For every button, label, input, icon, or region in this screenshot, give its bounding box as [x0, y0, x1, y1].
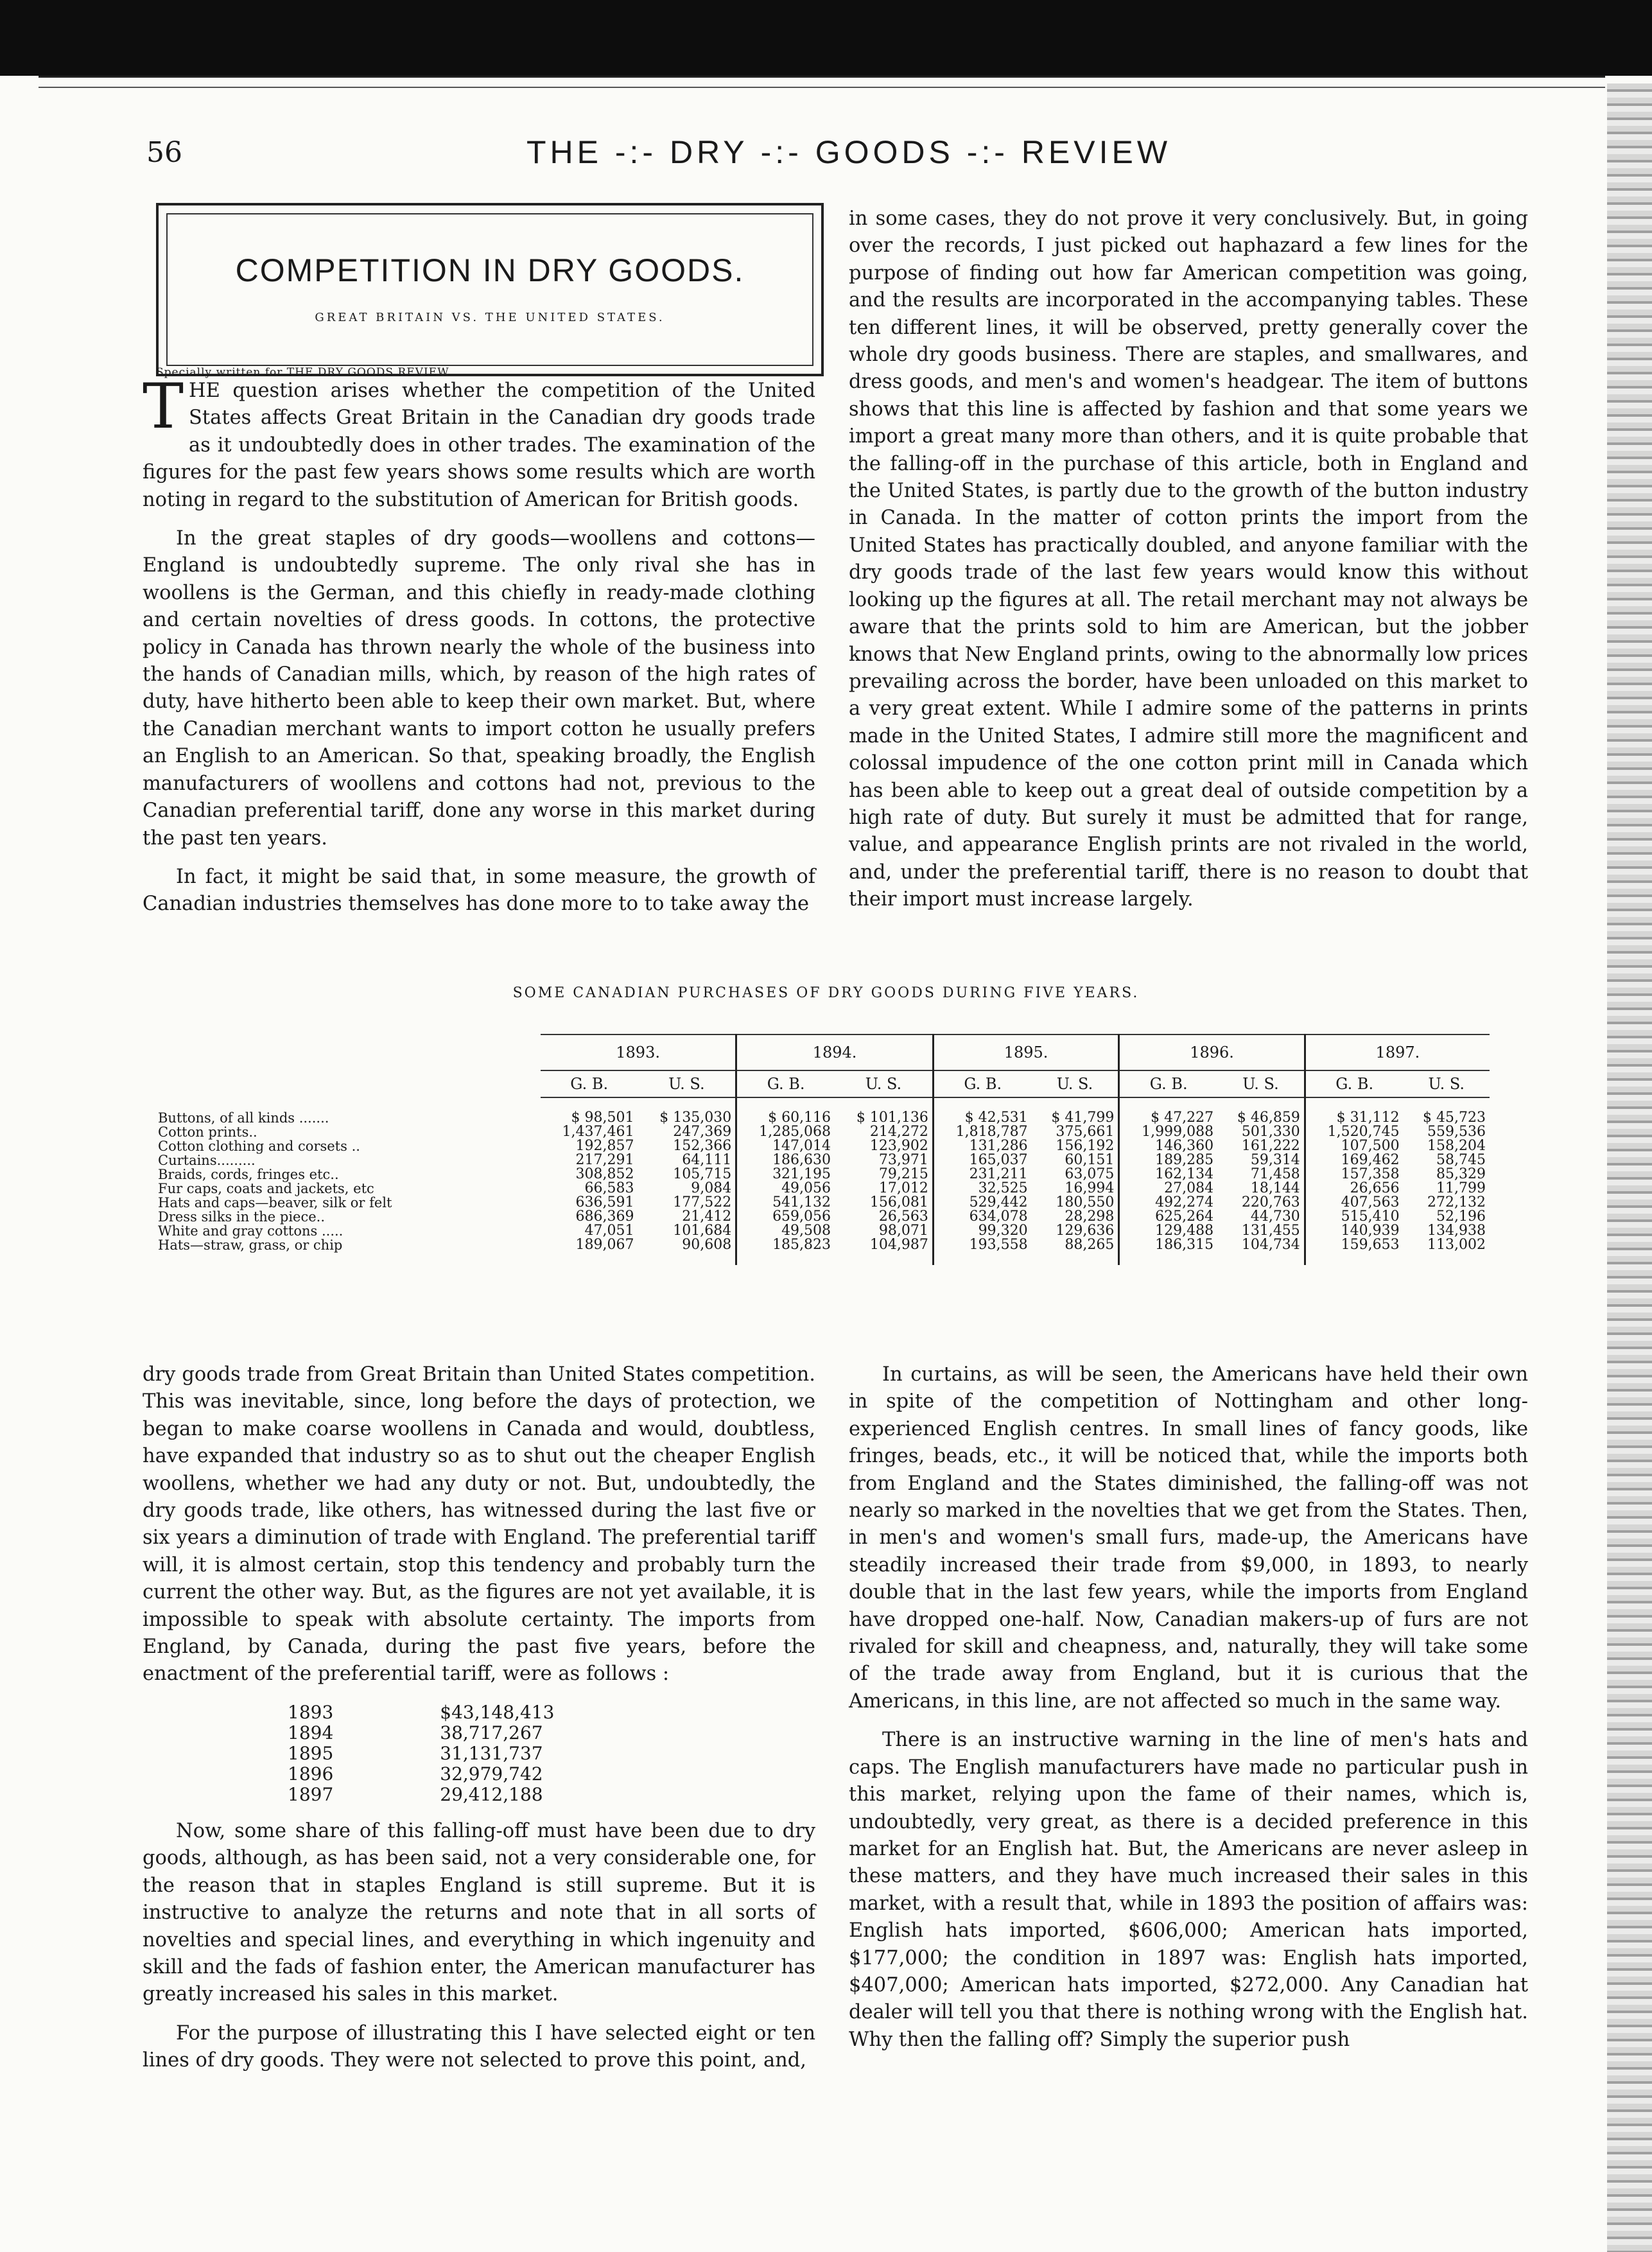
- cell: 186,630: [736, 1153, 835, 1167]
- table-row: [154, 1125, 1490, 1139]
- cell: 131,286: [933, 1139, 1031, 1153]
- cell: 147,014: [736, 1139, 835, 1153]
- cell: 407,563: [1305, 1196, 1403, 1210]
- cell: 47,051: [584, 1223, 634, 1239]
- paragraph: In the great staples of dry goods—woollens and cottons—England is undoubtedly supreme. The only rival she has in woollens is the German, and this chiefly in ready-made clothing and certain novelties of dress goods. In cottons, the protective policy in Canada has thrown nearly the whole of the business into the hands of Canadian mills, which, by reason of the high rates of duty, have hitherto been able to keep their own market. But, where the Canadian merchant wants to import cotton he usually prefers an English to an American. So that, speaking broadly, the English manufacturers of woollens and cottons had not, previous to the Canadian preferential tariff, done any worse in this market during the past ten years.: [143, 527, 815, 850]
- row-label: Buttons, of all kinds .......: [158, 1110, 329, 1126]
- year-header: 1895.: [933, 1034, 1118, 1070]
- cell: 156,081: [869, 1194, 928, 1210]
- gb-header: G. B.: [541, 1070, 638, 1097]
- cell: 321,195: [736, 1167, 835, 1182]
- table-row: [154, 1224, 1490, 1238]
- cell: 159,653: [1305, 1238, 1403, 1265]
- cell: $ 45,723: [1423, 1110, 1486, 1126]
- cell: 104,987: [869, 1237, 928, 1253]
- cell: 308,852: [575, 1166, 634, 1182]
- cell: 49,508: [736, 1224, 835, 1238]
- cell: 79,215: [878, 1166, 928, 1182]
- year: 1893: [288, 1701, 334, 1723]
- cell: $ 101,136: [856, 1110, 928, 1126]
- cell: 157,358: [1305, 1167, 1403, 1182]
- cell: 140,939: [1305, 1224, 1403, 1238]
- cell: 214,272: [869, 1124, 928, 1140]
- cell: 247,369: [673, 1124, 732, 1140]
- amount: 38,717,267: [440, 1722, 543, 1743]
- cell: 193,558: [933, 1238, 1031, 1265]
- cell: 85,329: [1436, 1166, 1486, 1182]
- paragraph: In curtains, as will be seen, the Americans have held their own in spite of the competition of Nottingham and other long-experienced English centres. In small lines of fancy goods, like fringes, beads, etc., it will be noticed that, while the imports both from England and the States diminished, the falling-off was not nearly so marked in the novelties that we get from the States. Then, in men's and women's small furs, made-up, the Americans have steadily increased their trade from $9,000, in 1893, to nearly double that in the last few years, while the imports from England have dropped one-half. Now, Canadian makers-up of furs are not rivaled for skill and cheapness, and, naturally, they will take some of the trade away from England, but it is curious that the Americans, in this line, are not affected so much in the same way.: [849, 1363, 1528, 1713]
- gb-header: G. B.: [736, 1070, 835, 1097]
- cell: $ 46,859: [1237, 1110, 1300, 1126]
- column-bottom-right: [849, 1361, 1528, 2054]
- imports-table: [284, 1702, 558, 1805]
- cell: $ 98,501: [571, 1110, 634, 1126]
- cell: 636,591: [575, 1194, 634, 1210]
- top-rule: [39, 76, 1605, 88]
- year-header: 1893.: [541, 1034, 736, 1070]
- scan-right-edge: [1607, 83, 1652, 2252]
- column-bottom-left: [143, 1361, 815, 2075]
- table-row: [154, 1182, 1490, 1196]
- cell: 26,563: [878, 1209, 928, 1225]
- cell: 559,536: [1427, 1124, 1486, 1140]
- table-row: [154, 1167, 1490, 1182]
- cell: 64,111: [682, 1152, 732, 1168]
- cell: 1,285,068: [736, 1125, 835, 1139]
- cell: 123,902: [869, 1138, 928, 1154]
- cell: 90,608: [682, 1237, 732, 1253]
- cell: 49,056: [736, 1182, 835, 1196]
- cell: 186,315: [1119, 1238, 1217, 1265]
- us-header: U. S.: [1404, 1070, 1490, 1097]
- cell: 541,132: [736, 1196, 835, 1210]
- cell: 129,488: [1119, 1224, 1217, 1238]
- cell: 131,455: [1241, 1223, 1300, 1239]
- us-header: U. S.: [835, 1070, 933, 1097]
- journal-title: THE -:- DRY -:- GOODS -:- REVIEW: [526, 134, 1172, 170]
- year-header: 1894.: [736, 1034, 934, 1070]
- cell: $ 41,799: [1051, 1110, 1115, 1126]
- cell: 1,520,745: [1305, 1125, 1403, 1139]
- cell: 18,144: [1250, 1180, 1300, 1196]
- scan-top-border: [0, 0, 1652, 76]
- gb-header: G. B.: [1305, 1070, 1403, 1097]
- row-label: Hats and caps—beaver, silk or felt: [158, 1195, 392, 1210]
- cell: 177,522: [673, 1194, 732, 1210]
- blank-cell: [154, 1034, 541, 1070]
- gb-header: G. B.: [933, 1070, 1031, 1097]
- year: 1894: [288, 1722, 334, 1743]
- article-heading-box: [156, 203, 824, 376]
- cell: 659,056: [736, 1210, 835, 1224]
- paragraph: dry goods trade from Great Britain than United States competition. This was inevitable, since, long before the days of protection, we began to make coarse woollens in Canada and would, doubtless, have expanded that industry so as to shut out the cheaper English woollens, whether we had any duty or not. But, undoubtedly, the dry goods trade, like others, has witnessed during the last five or six years a diminution of trade with England. The preferential tariff will, it is almost certain, stop this tendency and probably turn the current the other way. But, as the figures are not yet available, it is impossible to speak with absolute certainty. The imports from England, by Canada, during the past five years, before the enactment of the preferential tariff, were as follows :: [143, 1363, 815, 1686]
- cell: 515,410: [1305, 1210, 1403, 1224]
- list-item: [284, 1702, 558, 1723]
- us-header: U. S.: [638, 1070, 736, 1097]
- cell: 113,002: [1427, 1237, 1486, 1253]
- list-item: [284, 1723, 558, 1743]
- cell: 1,437,461: [562, 1124, 634, 1140]
- cell: 529,442: [933, 1196, 1031, 1210]
- cell: 272,132: [1427, 1194, 1486, 1210]
- cell: 169,462: [1305, 1153, 1403, 1167]
- cell: $ 60,116: [736, 1097, 835, 1125]
- us-header: U. S.: [1032, 1070, 1119, 1097]
- cell: 21,412: [682, 1209, 732, 1225]
- row-label: Dress silks in the piece..: [158, 1209, 326, 1225]
- cell: 1,818,787: [933, 1125, 1031, 1139]
- cell: 28,298: [1065, 1209, 1115, 1225]
- row-label: Braids, cords, fringes etc..: [158, 1167, 339, 1182]
- cell: 66,583: [584, 1180, 634, 1196]
- drop-cap: T: [143, 371, 184, 442]
- cell: 152,366: [673, 1138, 732, 1154]
- cell: 63,075: [1065, 1166, 1115, 1182]
- cell: $ 31,112: [1305, 1097, 1403, 1125]
- cell: $ 135,030: [659, 1110, 732, 1126]
- cell: 192,857: [575, 1138, 634, 1154]
- row-label: White and gray cottons .....: [158, 1223, 343, 1239]
- byline: Specially written for THE DRY GOODS REVIEW.: [156, 366, 451, 379]
- table-row: [154, 1238, 1490, 1265]
- blank-cell: [154, 1070, 541, 1097]
- column-top-right: [849, 205, 1528, 914]
- cell: 625,264: [1119, 1210, 1217, 1224]
- paragraph: For the purpose of illustrating this I have selected eight or ten lines of dry goods. They were not selected to prove this point, and,: [143, 2021, 815, 2072]
- cell: 11,799: [1436, 1180, 1486, 1196]
- gb-header: G. B.: [1119, 1070, 1217, 1097]
- row-label: Fur caps, coats and jackets, etc: [158, 1181, 374, 1196]
- table-row: [154, 1210, 1490, 1224]
- article-subtitle: GREAT BRITAIN VS. THE UNITED STATES.: [315, 311, 665, 324]
- cell: 217,291: [575, 1152, 634, 1168]
- cell: 9,084: [691, 1180, 732, 1196]
- cell: $ 42,531: [933, 1097, 1031, 1125]
- cell: 59,314: [1250, 1152, 1300, 1168]
- cell: 17,012: [878, 1180, 928, 1196]
- cell: 162,134: [1119, 1167, 1217, 1182]
- year: 1896: [288, 1763, 334, 1785]
- cell: 105,715: [673, 1166, 732, 1182]
- cell: 52,196: [1436, 1209, 1486, 1225]
- amount: 32,979,742: [440, 1763, 543, 1785]
- cell: 189,067: [575, 1237, 634, 1253]
- cell: 27,084: [1119, 1182, 1217, 1196]
- table-row: [154, 1153, 1490, 1167]
- cell: 99,320: [933, 1224, 1031, 1238]
- amount: 29,412,188: [440, 1783, 543, 1805]
- cell: 44,730: [1250, 1209, 1300, 1225]
- year-header: 1896.: [1119, 1034, 1305, 1070]
- cell: $ 47,227: [1119, 1097, 1217, 1125]
- cell: 101,684: [673, 1223, 732, 1239]
- row-label: Hats—straw, grass, or chip: [158, 1237, 343, 1253]
- origin-header-row: [154, 1070, 1490, 1097]
- imports-by-year: [284, 1702, 815, 1805]
- cell: 686,369: [575, 1209, 634, 1225]
- cell: 58,745: [1436, 1152, 1486, 1168]
- cell: 32,525: [933, 1182, 1031, 1196]
- cell: 231,211: [933, 1167, 1031, 1182]
- year: 1897: [288, 1783, 334, 1805]
- amount: $43,148,413: [440, 1701, 555, 1723]
- paragraph: in some cases, they do not prove it very conclusively. But, in going over the records, I just picked out haphazard a few lines for the purpose of finding out how far American competition was going, and the results are incorporated in the accompanying tables. These ten different lines, it will be observed, pretty generally cover the whole dry goods business. There are staples, and smallwares, and dress goods, and men's and women's headgear. The item of buttons shows that this line is affected by fashion and that some years we import a great many more than others, and it is quite probable that the falling-off in the purchase of this article, both in England and the United States, is partly due to the growth of the button industry in Canada. In the matter of cotton prints the import from the United States has practically doubled, and anyone familiar with the dry goods trade of the last few years would know this without looking up the figures at all. The retail merchant may not always be aware that the prints sold to him are American, but the jobber knows that New England prints, owing to the abnormally low prices prevailing across the border, have been unloaded on this market to a very great extent. While I admire some of the patterns in prints made in the United States, I admire still more the magnificent and colossal impudence of the one cotton print mill in Canada which has been able to keep out a great deal of outside competition by a high rate of duty. But surely it must be admitted that for range, value, and appearance English prints are not rivaled in the world, and, under the preferential tariff, there is no reason to doubt that their import must increase largely.: [849, 207, 1528, 911]
- cell: 220,763: [1241, 1194, 1300, 1210]
- cell: 180,550: [1056, 1194, 1115, 1210]
- purchases-table: [154, 1034, 1490, 1265]
- paragraph: In fact, it might be said that, in some measure, the growth of Canadian industries themselves has done more to to take away the: [143, 865, 815, 916]
- cell: 73,971: [878, 1152, 928, 1168]
- cell: 107,500: [1305, 1139, 1403, 1153]
- cell: 1,999,088: [1119, 1125, 1217, 1139]
- cell: 634,078: [933, 1210, 1031, 1224]
- list-item: [284, 1764, 558, 1785]
- cell: 161,222: [1241, 1138, 1300, 1154]
- list-item: [284, 1785, 558, 1805]
- row-label: Cotton clothing and corsets ..: [158, 1139, 360, 1154]
- paragraph-text: HE question arises whether the competition of the United States affects Great Britain in the Canadian dry goods trade as it undoubtedly does in other trades. The examination of the figures for the past few years shows some results which are worth noting in regard to the substitution of American for British goods.: [143, 380, 815, 511]
- cell: 501,330: [1241, 1124, 1300, 1140]
- cell: 26,656: [1305, 1182, 1403, 1196]
- table-title: SOME CANADIAN PURCHASES OF DRY GOODS DURING FIVE YEARS.: [512, 985, 1140, 1001]
- cell: 60,151: [1065, 1152, 1115, 1168]
- table-row: [154, 1196, 1490, 1210]
- cell: 146,360: [1119, 1139, 1217, 1153]
- article-title: COMPETITION IN DRY GOODS.: [235, 252, 745, 288]
- us-header: U. S.: [1217, 1070, 1305, 1097]
- cell: 134,938: [1427, 1223, 1486, 1239]
- cell: 129,636: [1056, 1223, 1115, 1239]
- cell: 189,285: [1119, 1153, 1217, 1167]
- page-number: 56: [146, 136, 182, 169]
- paragraph: There is an instructive warning in the line of men's hats and caps. The English manufacturers have made no particular push in this market, relying upon the fame of their names, which is, undoubtedly, very great, as there is a decided preference in this market for an English hat. But, the Americans are never asleep in these matters, and they have much increased their sales in this market, with a result that, while in 1893 the position of affairs was: English hats imported, $606,000; American hats imported, $177,000; the condition in 1897 was: English hats imported, $407,000; American hats imported, $272,000. Any Canadian hat dealer will tell you that there is nothing wrong with the English hat. Why then the falling off? Simply the superior push: [849, 1729, 1528, 2051]
- cell: 98,071: [878, 1223, 928, 1239]
- cell: 156,192: [1056, 1138, 1115, 1154]
- cell: 158,204: [1427, 1138, 1486, 1154]
- amount: 31,131,737: [440, 1742, 543, 1764]
- cell: 16,994: [1065, 1180, 1115, 1196]
- table-row: [154, 1097, 1490, 1125]
- cell: 88,265: [1065, 1237, 1115, 1253]
- cell: 375,661: [1056, 1124, 1115, 1140]
- paragraph: Now, some share of this falling-off must have been due to dry goods, although, as has been said, not a very considerable one, for the reason that in staples England is still supreme. But it is instructive to analyze the returns and note that in all sorts of novelties and special lines, and everything in which ingenuity and skill and the fads of fashion enter, the American manufacturer has greatly increased his sales in this market.: [143, 1819, 815, 2006]
- cell: 71,458: [1250, 1166, 1300, 1182]
- cell: 492,274: [1119, 1196, 1217, 1210]
- cell: 104,734: [1241, 1237, 1300, 1253]
- row-label: Curtains.........: [158, 1153, 256, 1168]
- year: 1895: [288, 1742, 334, 1764]
- heading-inner-frame: [166, 213, 813, 366]
- list-item: [284, 1743, 558, 1764]
- cell: 185,823: [736, 1238, 835, 1265]
- row-label: Cotton prints..: [158, 1124, 257, 1140]
- table-row: [154, 1139, 1490, 1153]
- year-header-row: [154, 1034, 1490, 1070]
- cell: 165,037: [933, 1153, 1031, 1167]
- year-header: 1897.: [1305, 1034, 1490, 1070]
